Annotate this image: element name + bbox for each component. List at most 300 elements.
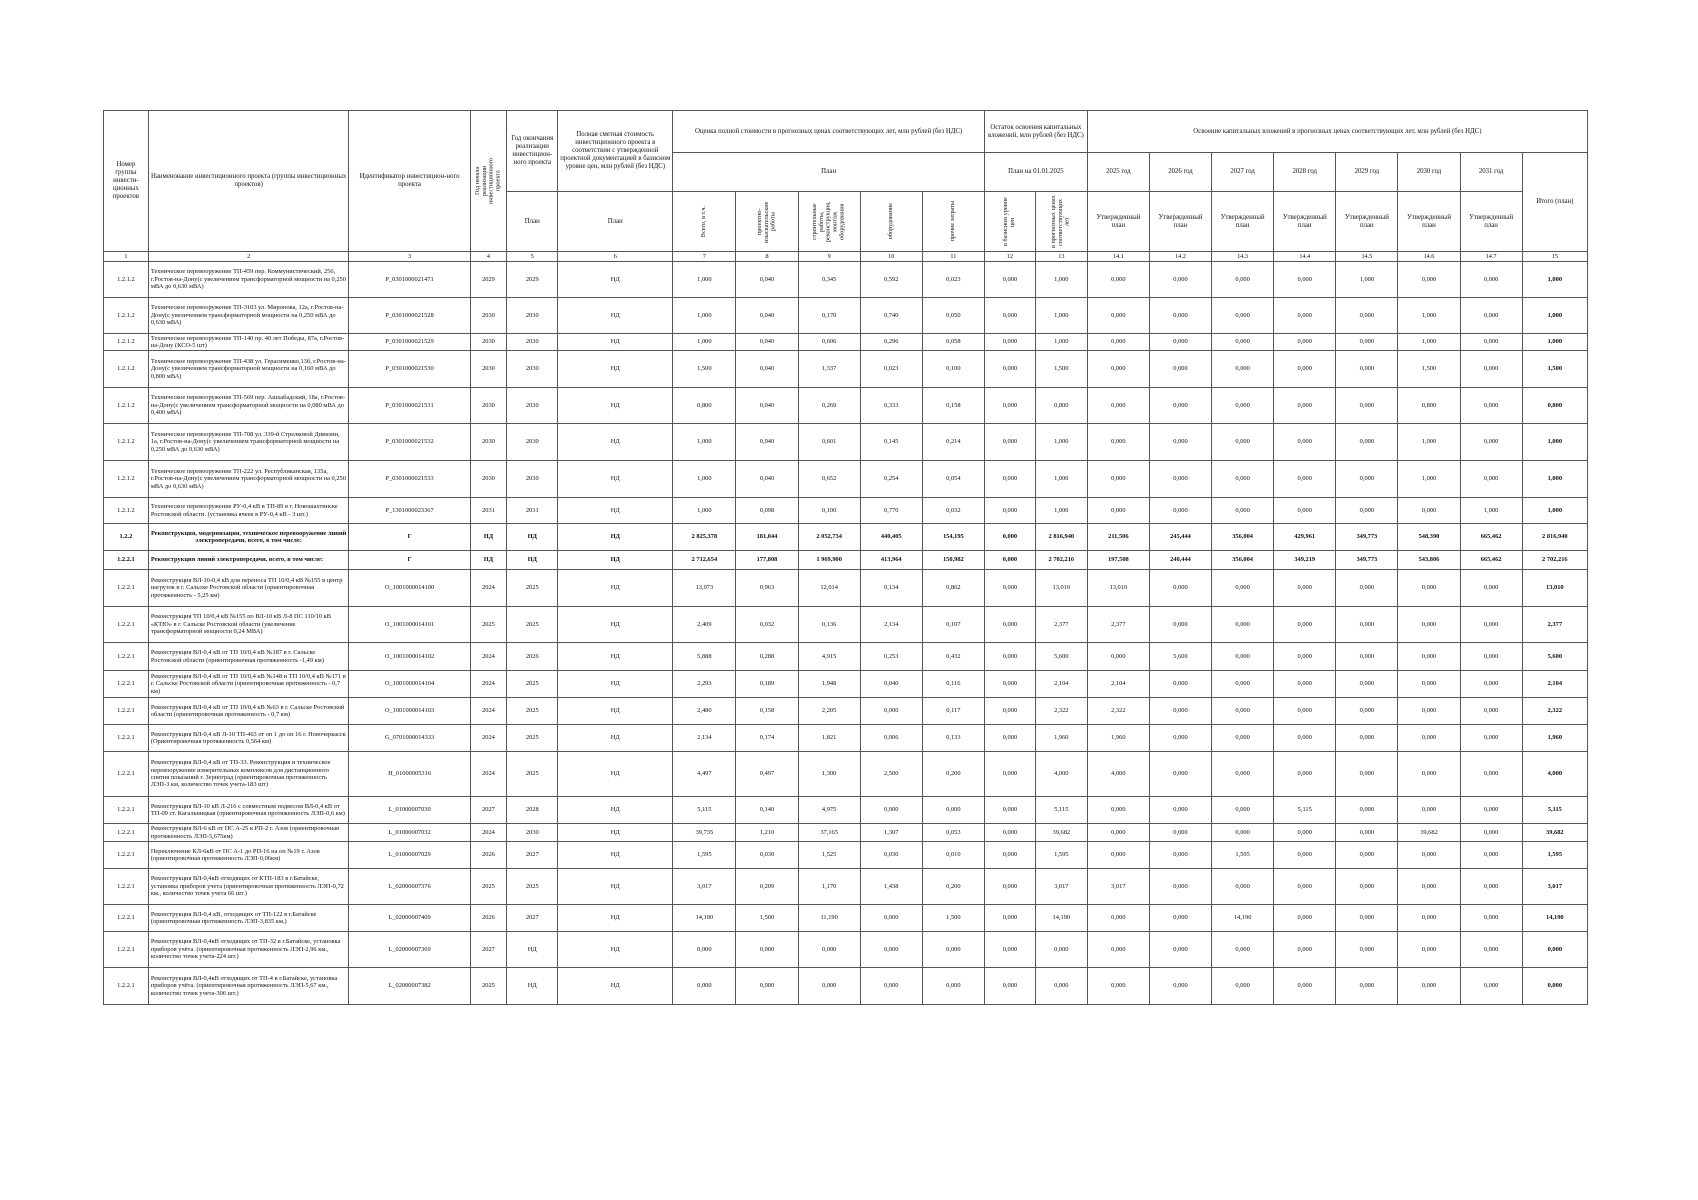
remaining-base-cell: 0,000 <box>984 498 1035 524</box>
column-number: 11 <box>922 252 984 262</box>
plan-2028-cell: 0,000 <box>1274 752 1336 797</box>
start-year-cell: 2027 <box>470 932 507 968</box>
start-year-cell: 2024 <box>470 752 507 797</box>
plan-2025-cell: 0,000 <box>1087 905 1149 932</box>
remaining-base-cell: 0,000 <box>984 824 1035 842</box>
table-header <box>104 111 1588 252</box>
end-year-cell: 2027 <box>507 905 558 932</box>
equipment-cell: 2,134 <box>860 607 922 643</box>
table-row <box>104 388 1588 424</box>
header-group-number: Номер группы инвести-ционных проектов <box>104 111 149 252</box>
total-plan-cell: 14,190 <box>1522 905 1587 932</box>
full-cost-cell: НД <box>558 262 673 298</box>
remaining-forecast-cell: 1,000 <box>1035 424 1087 461</box>
total-incl-cell: 1,000 <box>673 424 736 461</box>
construction-cell: 0,345 <box>798 262 860 298</box>
header-equipment: оборудование <box>860 192 922 252</box>
plan-2025-cell: 0,000 <box>1087 498 1149 524</box>
group-number-cell: 1.2.1.2 <box>104 424 149 461</box>
plan-2031-cell: 0,000 <box>1460 262 1522 298</box>
plan-2031-cell: 0,000 <box>1460 905 1522 932</box>
design-works-cell: 0,174 <box>736 725 798 752</box>
column-number: 14.6 <box>1398 252 1460 262</box>
start-year-cell: 2026 <box>470 905 507 932</box>
plan-2031-cell: 0,000 <box>1460 424 1522 461</box>
total-plan-cell: 1,000 <box>1522 498 1587 524</box>
plan-2026-cell: 5,600 <box>1149 643 1211 671</box>
project-name-cell: Реконструкция ВЛ-0,4 кВ от ТП-33. Реконструкция и техническое перевооружение измерительных комплексов для дистанционного снятия показаний г. Зерноград (ориентировочная протяженность ЛЭП-3 км, количество точек учета-183 шт) <box>148 752 349 797</box>
plan-2029-cell: 0,000 <box>1336 498 1398 524</box>
design-works-cell: 0,000 <box>736 932 798 968</box>
total-plan-cell: 3,017 <box>1522 869 1587 905</box>
full-cost-cell: НД <box>558 607 673 643</box>
project-name-cell: Реконструкция ВЛ-0,4кВ отходящих от ТП-4 в г.Батайске, установка приборов учёта. (ориентировочная протяженность ЛЭП-5,67 км., количество точек учета-306 шт.) <box>148 968 349 1005</box>
header-plan: План <box>507 192 558 252</box>
other-costs-cell: 0,432 <box>922 643 984 671</box>
project-id-cell: P_0301000021471 <box>349 262 470 298</box>
column-number: 14.4 <box>1274 252 1336 262</box>
plan-2031-cell: 0,000 <box>1460 842 1522 869</box>
project-name-cell: Реконструкция ТП 10/0,4 кВ №155 по ВЛ-10 кВ Л-8 ПС 110/10 кВ «КТЮ» в г. Сальске Ростовской области (увеличение трансформаторной мощности 0,24 МВА) <box>148 607 349 643</box>
total-plan-cell: 1,000 <box>1522 262 1587 298</box>
header-approved-plan: Утвержденный план <box>1087 192 1149 252</box>
project-name-cell: Реконструкция ВЛ-0,4 кВ от ТП 10/0,4 кВ №148 и ТП 10/0,4 кВ №171 в г. Сальске Ростовской области (ориентировочная протяженность - 0,7 км) <box>148 671 349 698</box>
start-year-cell: 2031 <box>470 498 507 524</box>
full-cost-cell: НД <box>558 824 673 842</box>
equipment-cell: 0,000 <box>860 905 922 932</box>
plan-2028-cell: 0,000 <box>1274 334 1336 351</box>
remaining-forecast-cell: 14,190 <box>1035 905 1087 932</box>
plan-2025-cell: 1,960 <box>1087 725 1149 752</box>
project-name-cell: Реконструкция ВЛ-0,4 кВ от ТП 10/0,4 кВ №63 в г. Сальске Ростовской области (ориентировочная протяженность - 0,7 км) <box>148 698 349 725</box>
start-year-cell: 2030 <box>470 351 507 388</box>
remaining-base-cell: 0,000 <box>984 643 1035 671</box>
construction-cell: 1,300 <box>798 752 860 797</box>
plan-2030-cell: 0,000 <box>1398 797 1460 824</box>
equipment-cell: 0,770 <box>860 498 922 524</box>
plan-2027-cell: 0,000 <box>1212 607 1274 643</box>
full-cost-cell: НД <box>558 698 673 725</box>
plan-2031-cell: 0,000 <box>1460 725 1522 752</box>
total-incl-cell: 5,888 <box>673 643 736 671</box>
total-incl-cell: 2,293 <box>673 671 736 698</box>
header-construction: строительные работы, реконструкция, монтаж оборудования <box>798 192 860 252</box>
remaining-base-cell: 0,000 <box>984 351 1035 388</box>
remaining-forecast-cell: 13,010 <box>1035 570 1087 607</box>
equipment-cell: 0,030 <box>860 842 922 869</box>
plan-2026-cell: 0,000 <box>1149 298 1211 334</box>
remaining-forecast-cell: 1,000 <box>1035 461 1087 498</box>
header-approved-plan: Утвержденный план <box>1212 192 1274 252</box>
start-year-cell: 2030 <box>470 424 507 461</box>
construction-cell: 0,170 <box>798 298 860 334</box>
start-year-cell: 2024 <box>470 698 507 725</box>
start-year-cell: 2024 <box>470 671 507 698</box>
total-plan-cell: 0,800 <box>1522 388 1587 424</box>
table-row <box>104 498 1588 524</box>
table-row <box>104 752 1588 797</box>
remaining-base-cell: 0,000 <box>984 607 1035 643</box>
remaining-base-cell: 0,000 <box>984 461 1035 498</box>
equipment-cell: 0,740 <box>860 298 922 334</box>
plan-2030-cell: 0,000 <box>1398 570 1460 607</box>
full-cost-cell: НД <box>558 932 673 968</box>
plan-2030-cell: 0,000 <box>1398 905 1460 932</box>
end-year-cell: НД <box>507 968 558 1005</box>
plan-2030-cell: 543,806 <box>1398 551 1460 570</box>
plan-2027-cell: 356,004 <box>1212 524 1274 551</box>
column-number-row <box>104 252 1588 262</box>
table-row <box>104 698 1588 725</box>
table-row <box>104 334 1588 351</box>
plan-2026-cell: 0,000 <box>1149 698 1211 725</box>
table-body <box>104 252 1588 1005</box>
header-capex-by-year: Освоение капитальных вложений в прогнозных ценах соответствующих лет, млн рублей (без НДС) <box>1087 111 1587 153</box>
plan-2030-cell: 1,000 <box>1398 461 1460 498</box>
remaining-base-cell: 0,000 <box>984 570 1035 607</box>
remaining-forecast-cell: 5,600 <box>1035 643 1087 671</box>
end-year-cell: 2027 <box>507 842 558 869</box>
start-year-cell: 2029 <box>470 262 507 298</box>
equipment-cell: 0,134 <box>860 570 922 607</box>
plan-2026-cell: 0,000 <box>1149 752 1211 797</box>
plan-2028-cell: 0,000 <box>1274 388 1336 424</box>
project-id-cell: P_0301000021529 <box>349 334 470 351</box>
header-year: 2028 год <box>1274 153 1336 192</box>
start-year-cell: 2025 <box>470 869 507 905</box>
project-name-cell: Переключение КЛ-6кВ от ПС А-1 до РП-16 на оп №19 г. Азов (ориентировочная протяженность ЛЭП-0,06км) <box>148 842 349 869</box>
construction-cell: 1,337 <box>798 351 860 388</box>
total-incl-cell: 2,134 <box>673 725 736 752</box>
full-cost-cell: НД <box>558 388 673 424</box>
project-id-cell: H_01000005316 <box>349 752 470 797</box>
other-costs-cell: 0,050 <box>922 298 984 334</box>
plan-2028-cell: 0,000 <box>1274 607 1336 643</box>
construction-cell: 11,190 <box>798 905 860 932</box>
plan-2025-cell: 0,000 <box>1087 797 1149 824</box>
start-year-cell: 2027 <box>470 797 507 824</box>
table-row <box>104 842 1588 869</box>
header-total-incl: Всего, в т.ч. <box>673 192 736 252</box>
remaining-base-cell: 0,000 <box>984 752 1035 797</box>
header-forecast-cost: Оценка полной стоимости в прогнозных ценах соответствующих лет, млн рублей (без НДС) <box>673 111 985 153</box>
column-number: 5 <box>507 252 558 262</box>
end-year-cell: 2025 <box>507 725 558 752</box>
plan-2025-cell: 0,000 <box>1087 643 1149 671</box>
plan-2031-cell: 0,000 <box>1460 932 1522 968</box>
design-works-cell: 0,040 <box>736 351 798 388</box>
plan-2025-cell: 0,000 <box>1087 298 1149 334</box>
column-number: 6 <box>558 252 673 262</box>
remaining-forecast-cell: 1,960 <box>1035 725 1087 752</box>
construction-cell: 37,165 <box>798 824 860 842</box>
project-id-cell: L_01000007029 <box>349 842 470 869</box>
design-works-cell: 0,040 <box>736 461 798 498</box>
group-number-cell: 1.2.2.1 <box>104 671 149 698</box>
plan-2026-cell: 0,000 <box>1149 905 1211 932</box>
column-number: 8 <box>736 252 798 262</box>
project-name-cell: Техническое перевооружение ТП-3103 ул. Миронова, 12а, г.Ростов-на-Дону(с увеличением трансформаторной мощности на 0,250 мВА до 0,630 мВА) <box>148 298 349 334</box>
plan-2027-cell: 0,000 <box>1212 643 1274 671</box>
total-plan-cell: 1,000 <box>1522 424 1587 461</box>
total-incl-cell: 2,480 <box>673 698 736 725</box>
equipment-cell: 0,333 <box>860 388 922 424</box>
table-row <box>104 298 1588 334</box>
full-cost-cell: НД <box>558 524 673 551</box>
column-number: 14.1 <box>1087 252 1149 262</box>
header-approved-plan: Утвержденный план <box>1460 192 1522 252</box>
header-plan: План <box>558 192 673 252</box>
project-id-cell: L_01000007030 <box>349 797 470 824</box>
equipment-cell: 0,006 <box>860 725 922 752</box>
plan-2028-cell: 0,000 <box>1274 698 1336 725</box>
group-number-cell: 1.2.2.1 <box>104 551 149 570</box>
group-number-cell: 1.2.2.1 <box>104 824 149 842</box>
group-number-cell: 1.2.2.1 <box>104 932 149 968</box>
start-year-cell: 2030 <box>470 461 507 498</box>
total-plan-cell: 2,104 <box>1522 671 1587 698</box>
end-year-cell: 2025 <box>507 869 558 905</box>
table-row <box>104 797 1588 824</box>
remaining-forecast-cell: 0,000 <box>1035 932 1087 968</box>
plan-2031-cell: 0,000 <box>1460 607 1522 643</box>
design-works-cell: 181,044 <box>736 524 798 551</box>
plan-2027-cell: 0,000 <box>1212 424 1274 461</box>
total-plan-cell: 1,000 <box>1522 334 1587 351</box>
table-row <box>104 570 1588 607</box>
plan-2025-cell: 2,104 <box>1087 671 1149 698</box>
plan-2027-cell: 0,000 <box>1212 725 1274 752</box>
other-costs-cell: 0,054 <box>922 461 984 498</box>
plan-2026-cell: 0,000 <box>1149 824 1211 842</box>
project-name-cell: Техническое перевооружение ТП-140 пр. 40 лет Победы, 87а, г.Ростов-на-Дону (КСО-5 шт) <box>148 334 349 351</box>
table-row <box>104 824 1588 842</box>
plan-2030-cell: 0,000 <box>1398 932 1460 968</box>
start-year-cell: НД <box>470 524 507 551</box>
column-number: 9 <box>798 252 860 262</box>
group-number-cell: 1.2.1.2 <box>104 334 149 351</box>
remaining-forecast-cell: 4,000 <box>1035 752 1087 797</box>
other-costs-cell: 0,117 <box>922 698 984 725</box>
full-cost-cell: НД <box>558 298 673 334</box>
group-number-cell: 1.2.2.1 <box>104 797 149 824</box>
remaining-base-cell: 0,000 <box>984 551 1035 570</box>
plan-2031-cell: 0,000 <box>1460 968 1522 1005</box>
design-works-cell: 0,963 <box>736 570 798 607</box>
plan-2025-cell: 0,000 <box>1087 424 1149 461</box>
design-works-cell: 0,158 <box>736 698 798 725</box>
construction-cell: 4,975 <box>798 797 860 824</box>
other-costs-cell: 0,107 <box>922 607 984 643</box>
header-plan: План <box>673 153 985 192</box>
group-number-cell: 1.2.1.2 <box>104 388 149 424</box>
plan-2027-cell: 0,000 <box>1212 671 1274 698</box>
plan-2028-cell: 0,000 <box>1274 298 1336 334</box>
total-plan-cell: 2,377 <box>1522 607 1587 643</box>
other-costs-cell: 0,058 <box>922 334 984 351</box>
full-cost-cell: НД <box>558 671 673 698</box>
header-total: Итого (план) <box>1522 153 1587 252</box>
equipment-cell: 2,500 <box>860 752 922 797</box>
plan-2030-cell: 0,000 <box>1398 262 1460 298</box>
plan-2029-cell: 0,000 <box>1336 725 1398 752</box>
header-end-year: Год окончания реализации инвестицион-ного проекта <box>507 111 558 192</box>
full-cost-cell: НД <box>558 797 673 824</box>
other-costs-cell: 0,010 <box>922 842 984 869</box>
construction-cell: 1,821 <box>798 725 860 752</box>
plan-2029-cell: 0,000 <box>1336 461 1398 498</box>
plan-2027-cell: 356,004 <box>1212 551 1274 570</box>
plan-2027-cell: 0,000 <box>1212 570 1274 607</box>
plan-2025-cell: 2,377 <box>1087 607 1149 643</box>
remaining-forecast-cell: 1,500 <box>1035 351 1087 388</box>
plan-2026-cell: 0,000 <box>1149 262 1211 298</box>
project-id-cell: O_1001000014102 <box>349 643 470 671</box>
project-id-cell: P_0301000021531 <box>349 388 470 424</box>
table-row <box>104 968 1588 1005</box>
equipment-cell: 440,405 <box>860 524 922 551</box>
end-year-cell: 2031 <box>507 498 558 524</box>
header-base-prices: в базисном уровне цен <box>984 192 1035 252</box>
plan-2030-cell: 0,000 <box>1398 698 1460 725</box>
plan-2027-cell: 0,000 <box>1212 461 1274 498</box>
full-cost-cell: НД <box>558 869 673 905</box>
end-year-cell: 2030 <box>507 461 558 498</box>
plan-2031-cell: 0,000 <box>1460 797 1522 824</box>
total-plan-cell: 1,000 <box>1522 461 1587 498</box>
project-name-cell: Техническое перевооружение ТП-222 ул. Республиканская, 135а, г.Ростов-на-Дону(с увеличением трансформаторной мощности на 0,250 мВА до 0,630 мВА) <box>148 461 349 498</box>
remaining-forecast-cell: 1,000 <box>1035 498 1087 524</box>
plan-2025-cell: 13,010 <box>1087 570 1149 607</box>
column-number: 2 <box>148 252 349 262</box>
total-plan-cell: 2 816,940 <box>1522 524 1587 551</box>
plan-2025-cell: 0,000 <box>1087 968 1149 1005</box>
plan-2027-cell: 0,000 <box>1212 334 1274 351</box>
design-works-cell: 177,808 <box>736 551 798 570</box>
other-costs-cell: 0,000 <box>922 797 984 824</box>
group-number-cell: 1.2.1.2 <box>104 262 149 298</box>
plan-2029-cell: 0,000 <box>1336 351 1398 388</box>
plan-2027-cell: 0,000 <box>1212 351 1274 388</box>
plan-2029-cell: 0,000 <box>1336 671 1398 698</box>
header-approved-plan: Утвержденный план <box>1149 192 1211 252</box>
plan-2026-cell: 0,000 <box>1149 498 1211 524</box>
plan-2029-cell: 0,000 <box>1336 842 1398 869</box>
group-number-cell: 1.2.2.1 <box>104 752 149 797</box>
full-cost-cell: НД <box>558 334 673 351</box>
table-row <box>104 551 1588 570</box>
project-name-cell: Техническое перевооружение РУ-0,4 кВ в ТП-89 в г. Новошахтинске Ростовской области. (установка ячеек в РУ-0,4 кВ - 3 шт.) <box>148 498 349 524</box>
equipment-cell: 0,000 <box>860 968 922 1005</box>
plan-2027-cell: 0,000 <box>1212 824 1274 842</box>
design-works-cell: 0,189 <box>736 671 798 698</box>
total-incl-cell: 2,409 <box>673 607 736 643</box>
construction-cell: 0,000 <box>798 932 860 968</box>
total-plan-cell: 13,010 <box>1522 570 1587 607</box>
total-incl-cell: 1,595 <box>673 842 736 869</box>
remaining-base-cell: 0,000 <box>984 524 1035 551</box>
plan-2026-cell: 0,000 <box>1149 797 1211 824</box>
full-cost-cell: НД <box>558 551 673 570</box>
project-name-cell: Реконструкция ВЛ-10 кВ Л-216 с совместным подвесом ВЛ-0,4 кВ от ТП-09 ст. Кагальницкая (ориентировочная протяженность ЛЭП-0,6 км) <box>148 797 349 824</box>
group-number-cell: 1.2.2.1 <box>104 869 149 905</box>
plan-2028-cell: 0,000 <box>1274 671 1336 698</box>
remaining-forecast-cell: 39,682 <box>1035 824 1087 842</box>
total-plan-cell: 39,682 <box>1522 824 1587 842</box>
start-year-cell: 2024 <box>470 824 507 842</box>
other-costs-cell: 0,133 <box>922 725 984 752</box>
full-cost-cell: НД <box>558 842 673 869</box>
end-year-cell: 2030 <box>507 824 558 842</box>
remaining-base-cell: 0,000 <box>984 905 1035 932</box>
total-incl-cell: 1,000 <box>673 334 736 351</box>
total-plan-cell: 5,115 <box>1522 797 1587 824</box>
other-costs-cell: 0,116 <box>922 671 984 698</box>
plan-2031-cell: 665,462 <box>1460 551 1522 570</box>
plan-2030-cell: 1,500 <box>1398 351 1460 388</box>
other-costs-cell: 1,500 <box>922 905 984 932</box>
plan-2026-cell: 0,000 <box>1149 932 1211 968</box>
plan-2031-cell: 665,462 <box>1460 524 1522 551</box>
investment-table <box>103 110 1588 1005</box>
table-row <box>104 607 1588 643</box>
header-other-costs: прочие затраты <box>922 192 984 252</box>
total-incl-cell: 0,800 <box>673 388 736 424</box>
full-cost-cell: НД <box>558 424 673 461</box>
total-plan-cell: 0,000 <box>1522 968 1587 1005</box>
project-id-cell: L_01000007032 <box>349 824 470 842</box>
design-works-cell: 1,500 <box>736 905 798 932</box>
plan-2025-cell: 0,000 <box>1087 461 1149 498</box>
remaining-base-cell: 0,000 <box>984 842 1035 869</box>
plan-2028-cell: 349,219 <box>1274 551 1336 570</box>
group-number-cell: 1.2.1.2 <box>104 351 149 388</box>
plan-2029-cell: 0,000 <box>1336 824 1398 842</box>
remaining-base-cell: 0,000 <box>984 932 1035 968</box>
plan-2031-cell: 0,000 <box>1460 570 1522 607</box>
plan-2027-cell: 14,190 <box>1212 905 1274 932</box>
equipment-cell: 0,000 <box>860 698 922 725</box>
plan-2029-cell: 0,000 <box>1336 752 1398 797</box>
plan-2030-cell: 1,000 <box>1398 334 1460 351</box>
other-costs-cell: 0,032 <box>922 498 984 524</box>
plan-2030-cell: 39,682 <box>1398 824 1460 842</box>
design-works-cell: 0,000 <box>736 968 798 1005</box>
group-number-cell: 1.2.2.1 <box>104 570 149 607</box>
start-year-cell: 2025 <box>470 607 507 643</box>
column-number: 15 <box>1522 252 1587 262</box>
plan-2028-cell: 0,000 <box>1274 968 1336 1005</box>
start-year-cell: НД <box>470 551 507 570</box>
end-year-cell: 2026 <box>507 643 558 671</box>
plan-2031-cell: 0,000 <box>1460 388 1522 424</box>
plan-2031-cell: 0,000 <box>1460 351 1522 388</box>
remaining-base-cell: 0,000 <box>984 869 1035 905</box>
remaining-base-cell: 0,000 <box>984 298 1035 334</box>
project-id-cell: P_0301000021533 <box>349 461 470 498</box>
end-year-cell: 2028 <box>507 797 558 824</box>
total-incl-cell: 5,115 <box>673 797 736 824</box>
plan-2025-cell: 0,000 <box>1087 842 1149 869</box>
other-costs-cell: 0,862 <box>922 570 984 607</box>
plan-2026-cell: 0,000 <box>1149 570 1211 607</box>
full-cost-cell: НД <box>558 570 673 607</box>
plan-2031-cell: 0,000 <box>1460 461 1522 498</box>
plan-2030-cell: 0,000 <box>1398 671 1460 698</box>
end-year-cell: 2030 <box>507 351 558 388</box>
header-remaining: Остаток освоения капитальных вложений, млн рублей (без НДС) <box>984 111 1087 153</box>
start-year-cell: 2030 <box>470 298 507 334</box>
